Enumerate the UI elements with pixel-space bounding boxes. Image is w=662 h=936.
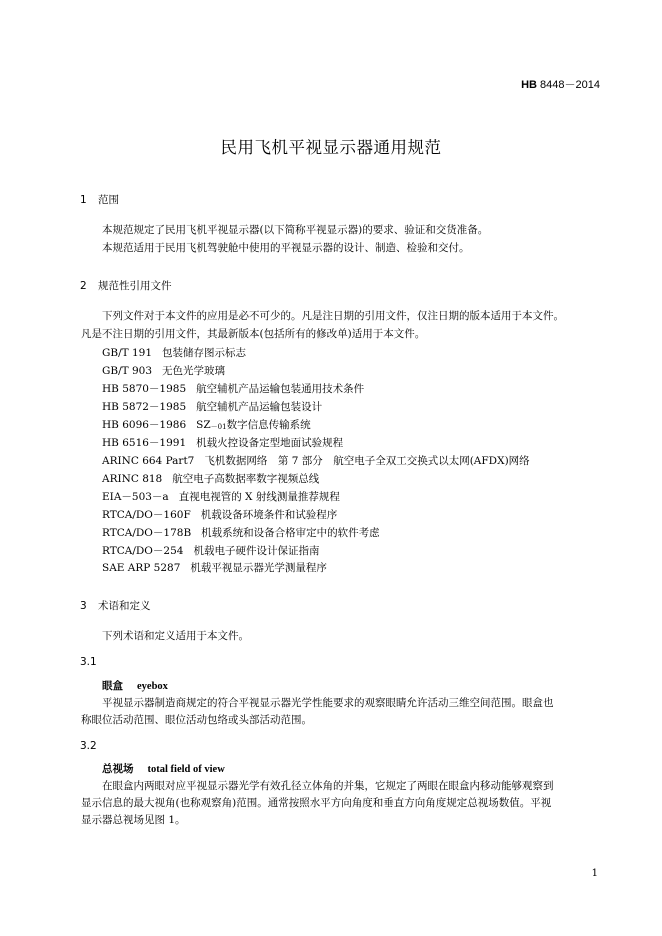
section-number: 1: [80, 194, 87, 206]
term-definition: 显示器总视场见图 1。: [81, 814, 186, 826]
reference-item: HB 5872－1985 航空辅机产品运输包装设计: [102, 401, 323, 413]
term-heading: [102, 761, 225, 776]
section-1-heading: [80, 192, 119, 207]
term-definition: 称眼位活动范围、眼位活动包络或头部活动范围。: [81, 714, 312, 726]
reference-item: RTCA/DO－254 机载电子硬件设计保证指南: [102, 545, 320, 557]
paragraph: 下列文件对于本文件的应用是必不可少的。凡是注日期的引用文件，仅注日期的版本适用于本文件。: [102, 310, 564, 322]
term-en: total field of view: [147, 764, 225, 775]
term-en: eyebox: [137, 681, 168, 692]
reference-item: SAE ARP 5287 机载平视显示器光学测量程序: [102, 562, 327, 574]
document-title: 民用飞机平视显示器通用规范: [220, 138, 442, 157]
reference-item: RTCA/DO－178B 机载系统和设备合格审定中的软件考虑: [102, 527, 380, 539]
section-3-heading: [80, 598, 151, 613]
reference-item: RTCA/DO－160F 机载设备环境条件和试验程序: [102, 509, 338, 521]
term-cn: 总视场: [102, 763, 134, 775]
reference-item: ARINC 818 航空电子高数据率数字视频总线: [102, 473, 320, 485]
section-title: 术语和定义: [98, 600, 151, 612]
term-number: 3.1: [80, 656, 97, 668]
reference-item: EIA－503－a 直视电视管的 X 射线测量推荐规程: [102, 491, 340, 503]
reference-item: GB/T 191 包装储存图示标志: [102, 347, 247, 359]
section-number: 3: [80, 600, 87, 612]
standard-prefix: HB: [521, 79, 537, 91]
term-cn: 眼盒: [102, 680, 123, 692]
term-definition: 显示信息的最大视角(也称观察角)范围。通常按照水平方向角度和垂直方向角度规定总视场数值。平视: [81, 797, 552, 809]
reference-item: HB 6096－1986 SZ－01数字信息传输系统: [102, 419, 311, 431]
paragraph: 下列术语和定义适用于本文件。: [102, 630, 249, 642]
term-heading: [102, 678, 168, 693]
section-2-heading: [80, 278, 172, 293]
term-definition: 在眼盒内两眼对应平视显示器光学有效孔径立体角的并集，它规定了两眼在眼盒内移动能够观察到: [102, 780, 554, 792]
paragraph: 本规范适用于民用飞机驾驶舱中使用的平视显示器的设计、制造、检验和交付。: [102, 242, 470, 254]
reference-item: ARINC 664 Part7 飞机数据网络 第 7 部分 航空电子全双工交换式以太网(AFDX)网络: [102, 455, 530, 467]
section-title: 范围: [98, 194, 119, 206]
paragraph: 本规范规定了民用飞机平视显示器(以下简称平视显示器)的要求、验证和交货准备。: [102, 224, 489, 236]
reference-item: HB 5870－1985 航空辅机产品运输包装通用技术条件: [102, 383, 365, 395]
reference-item: HB 6516－1991 机载火控设备定型地面试验规程: [102, 437, 344, 449]
reference-item: GB/T 903 无色光学玻璃: [102, 365, 226, 377]
paragraph: 凡是不注日期的引用文件，其最新版本(包括所有的修改单)适用于本文件。: [81, 328, 426, 340]
page-number: 1: [591, 868, 598, 879]
section-title: 规范性引用文件: [98, 280, 172, 292]
section-number: 2: [80, 280, 87, 292]
standard-number: [521, 76, 600, 92]
term-number: 3.2: [80, 740, 97, 752]
standard-code: 8448－2014: [540, 79, 600, 91]
term-definition: 平视显示器制造商规定的符合平视显示器光学性能要求的观察眼睛允许活动三维空间范围。眼盒也: [102, 697, 554, 709]
